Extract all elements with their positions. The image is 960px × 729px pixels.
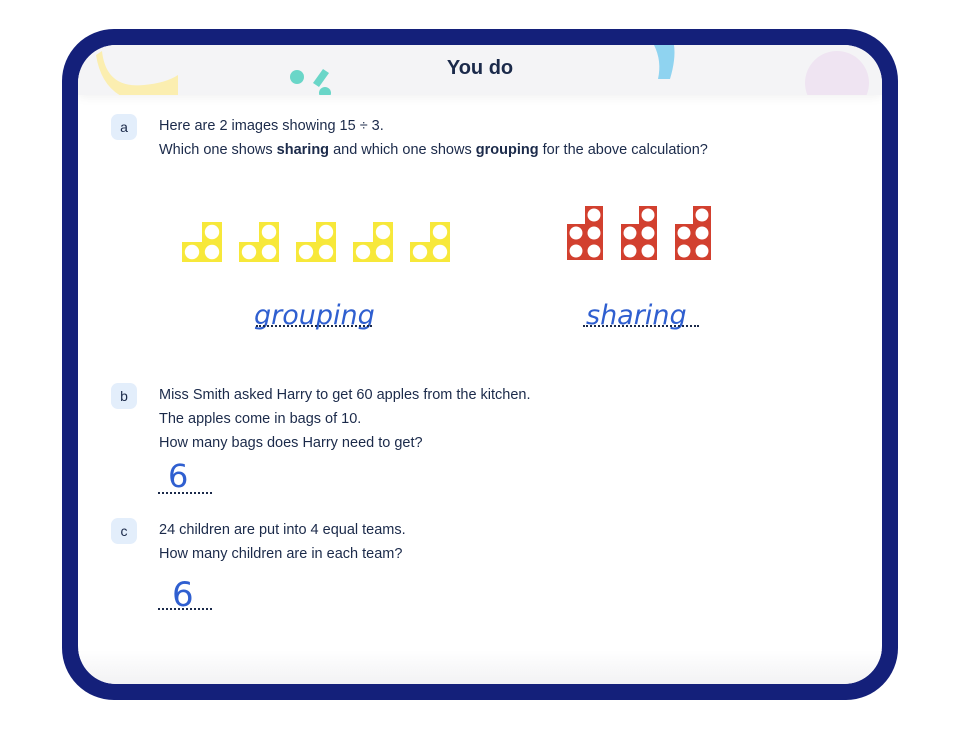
counter-group [621,206,657,260]
counter-hole [588,227,601,240]
page-title: You do [446,57,514,79]
question-b-line2: The apples come in bags of 10. [159,411,362,427]
grouping-image-yellow [182,222,452,267]
counter-hole [570,227,583,240]
counter-hole [678,245,691,258]
counter-hole [356,245,370,259]
question-a-line2 [159,138,708,162]
counter-hole [262,225,276,239]
handwritten-answer-c-text: 6 [172,575,194,615]
counter-group [182,222,222,262]
counter-hole [624,245,637,258]
counter-hole [319,245,333,259]
question-a-badge: a [111,114,137,140]
handwritten-answer-sharing-text: sharing [586,300,687,331]
question-c-line1: 24 children are put into 4 equal teams. [159,522,406,538]
handwritten-answer-grouping-text: grouping [254,300,375,331]
question-a-line1: Here are 2 images showing 15 ÷ 3. [159,118,384,134]
counter-hole [299,245,313,259]
counter-hole [376,245,390,259]
counter-hole [642,227,655,240]
counter-group [567,206,603,260]
counter-hole [696,209,709,222]
header-bar [78,45,882,95]
answer-line-b [158,492,212,494]
question-b-text [159,383,531,455]
counter-hole [678,227,691,240]
sharing-image-red [567,206,717,266]
question-c-line2: How many children are in each team? [159,546,403,562]
counter-hole [262,245,276,259]
question-b-line1: Miss Smith asked Harry to get 60 apples from the kitchen. [159,387,531,403]
counter-hole [433,225,447,239]
question-b-line3: How many bags does Harry need to get? [159,435,423,451]
counter-hole [242,245,256,259]
counter-hole [413,245,427,259]
counter-hole [433,245,447,259]
answer-line-sharing [583,325,699,327]
handwritten-answer-sharing [584,298,724,358]
handwritten-answer-b [166,455,206,495]
counter-hole [205,245,219,259]
handwritten-answer-grouping [252,298,392,358]
question-a-bold-sharing: sharing [276,142,330,158]
footer-band [78,650,882,684]
counter-hole [205,225,219,239]
answer-line-c [158,608,212,610]
counter-hole [319,225,333,239]
counter-hole [588,209,601,222]
counter-hole [185,245,199,259]
question-c-badge: c [111,518,137,544]
counter-hole [624,227,637,240]
question-c-text [159,518,406,566]
counter-group [353,222,393,262]
counter-hole [588,245,601,258]
counter-hole [696,227,709,240]
counter-group [675,206,711,260]
counter-group [296,222,336,262]
question-a-line2-mid: and which one shows [329,142,476,158]
counter-hole [642,245,655,258]
counter-hole [642,209,655,222]
counter-group [410,222,450,262]
handwritten-answer-b-text: 6 [168,457,189,495]
answer-line-grouping [256,325,372,327]
question-a-line2-pre: Which one shows [159,142,277,158]
question-a-line2-post: for the above calculation? [538,142,708,158]
counter-hole [570,245,583,258]
question-b-badge: b [111,383,137,409]
question-a-text [159,114,708,162]
question-a-bold-grouping: grouping [475,142,539,158]
counter-hole [376,225,390,239]
counter-group [239,222,279,262]
counter-hole [696,245,709,258]
